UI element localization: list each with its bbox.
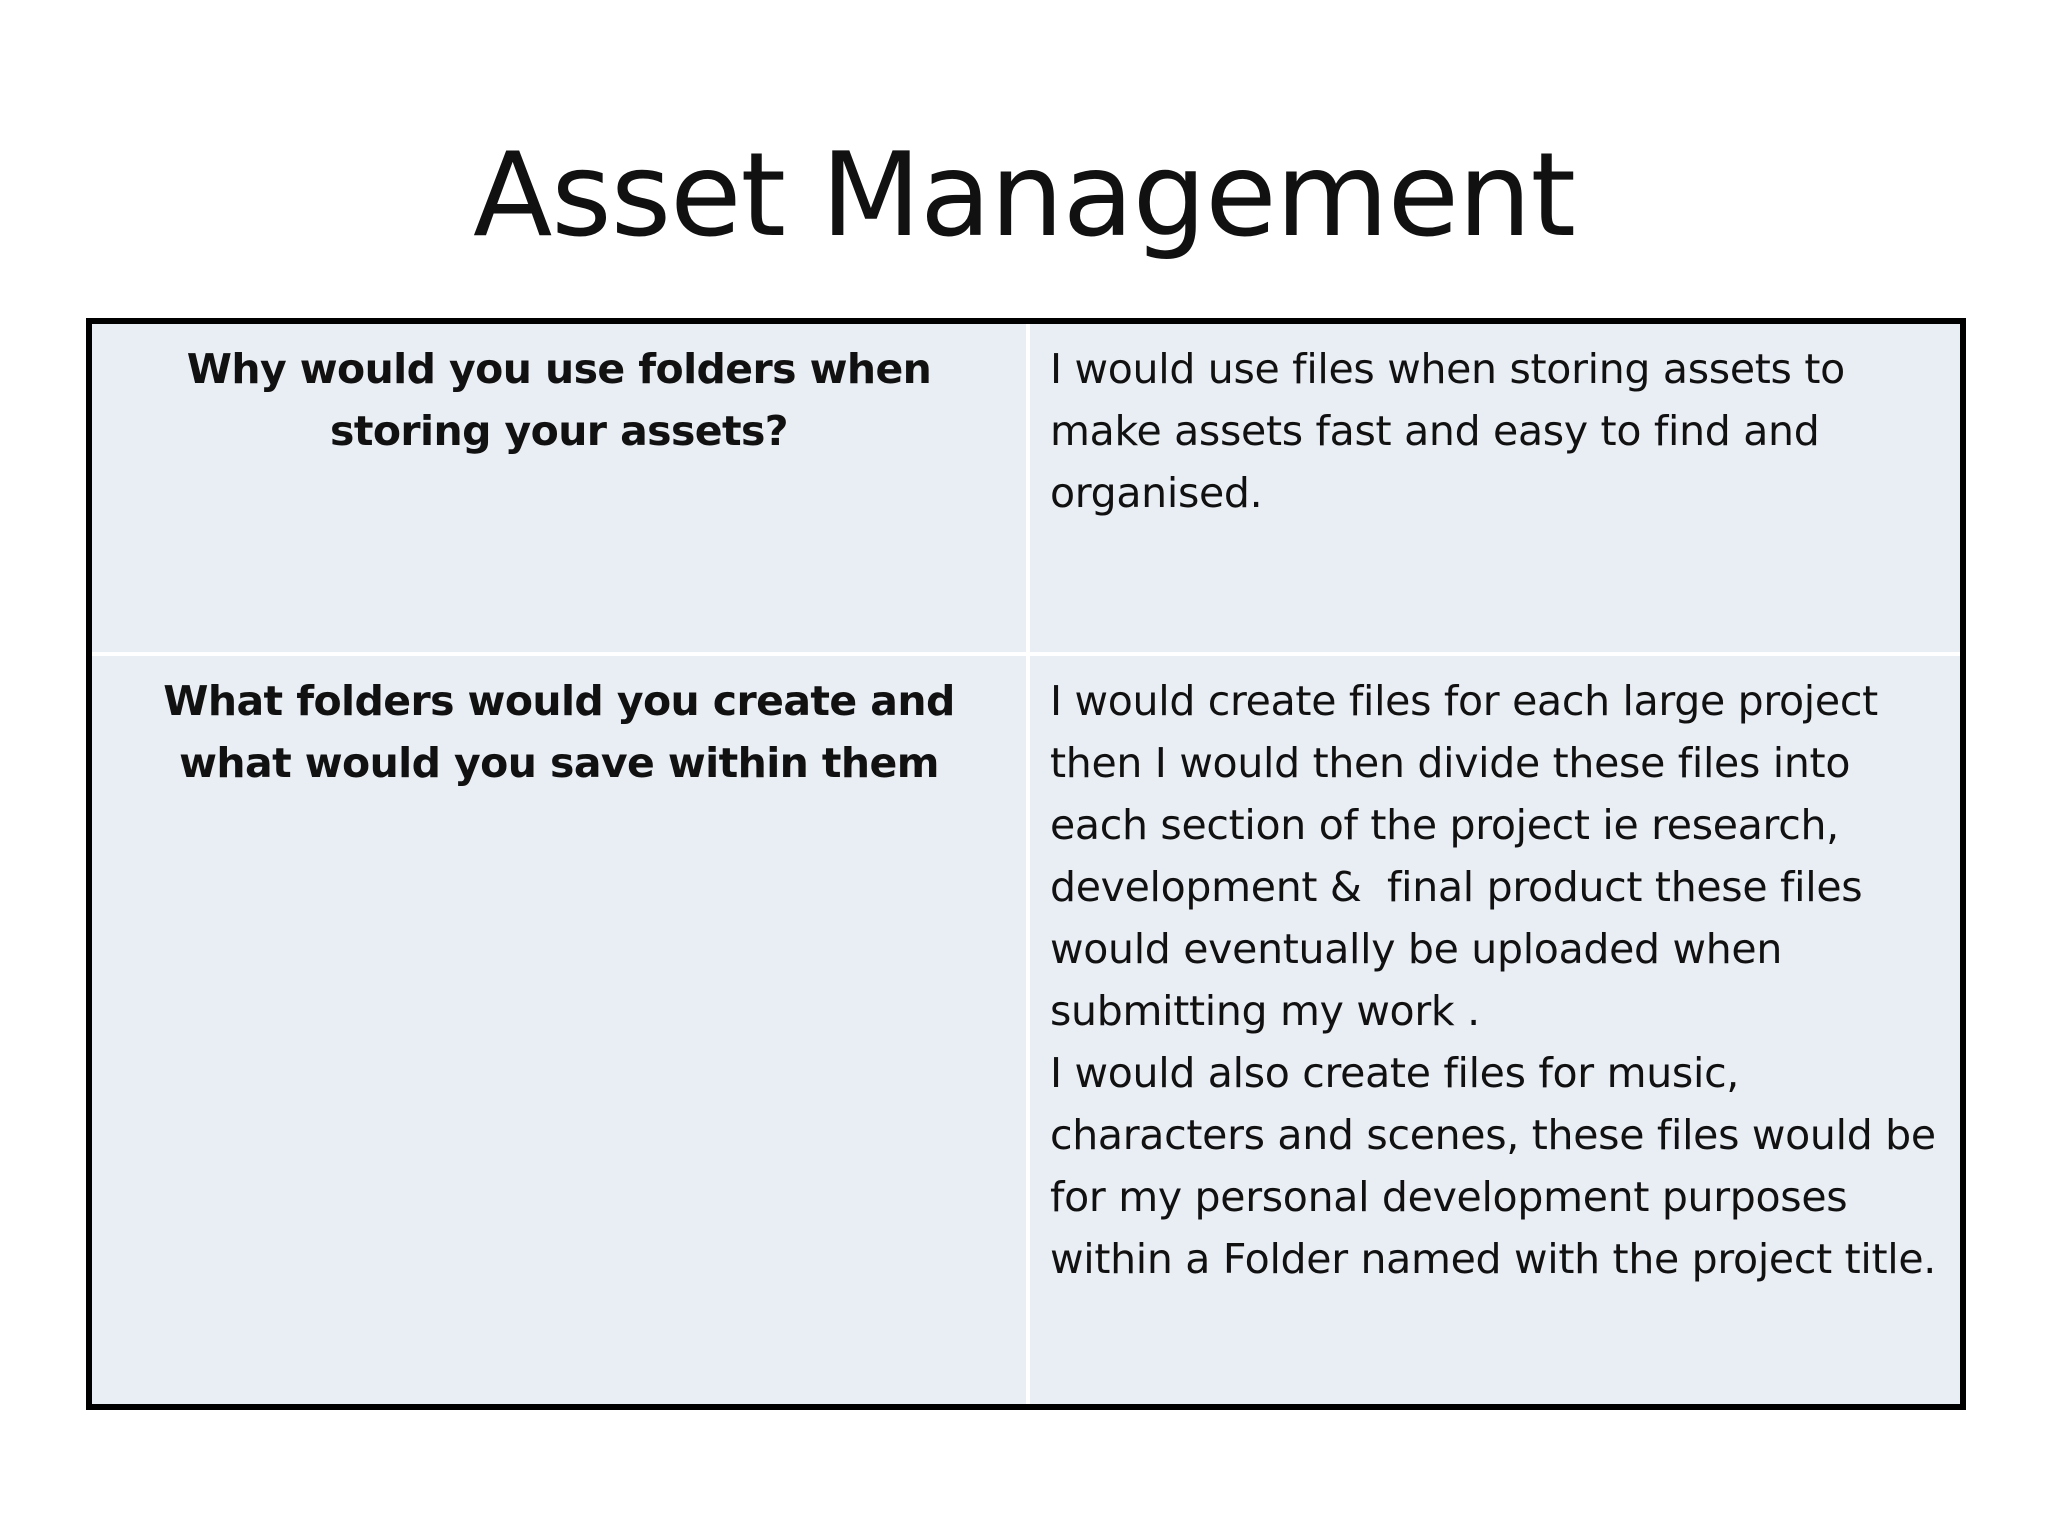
qa-table	[86, 318, 1966, 1410]
slide-title: Asset Management	[472, 128, 1576, 263]
answer-cell	[1030, 324, 1960, 652]
answer-cell	[1030, 656, 1960, 1404]
answer-paragraph: I would create files for each large project then I would then divide these files into each section of the project ie research, development & final product these files would eventually be uploaded when submitting my work .	[1050, 677, 1891, 1035]
answer-paragraph: I would also create files for music, characters and scenes, these files would be for my personal development purposes within a Folder named with the project title.	[1050, 1049, 1936, 1283]
answer-paragraph: I would use files when storing assets to make assets fast and easy to find and organised.	[1050, 345, 1845, 517]
question-cell: Why would you use folders when storing your assets?	[92, 324, 1026, 652]
table-row	[92, 324, 1960, 652]
question-cell: What folders would you create and what would you save within them	[92, 656, 1026, 1404]
table-row	[92, 656, 1960, 1404]
